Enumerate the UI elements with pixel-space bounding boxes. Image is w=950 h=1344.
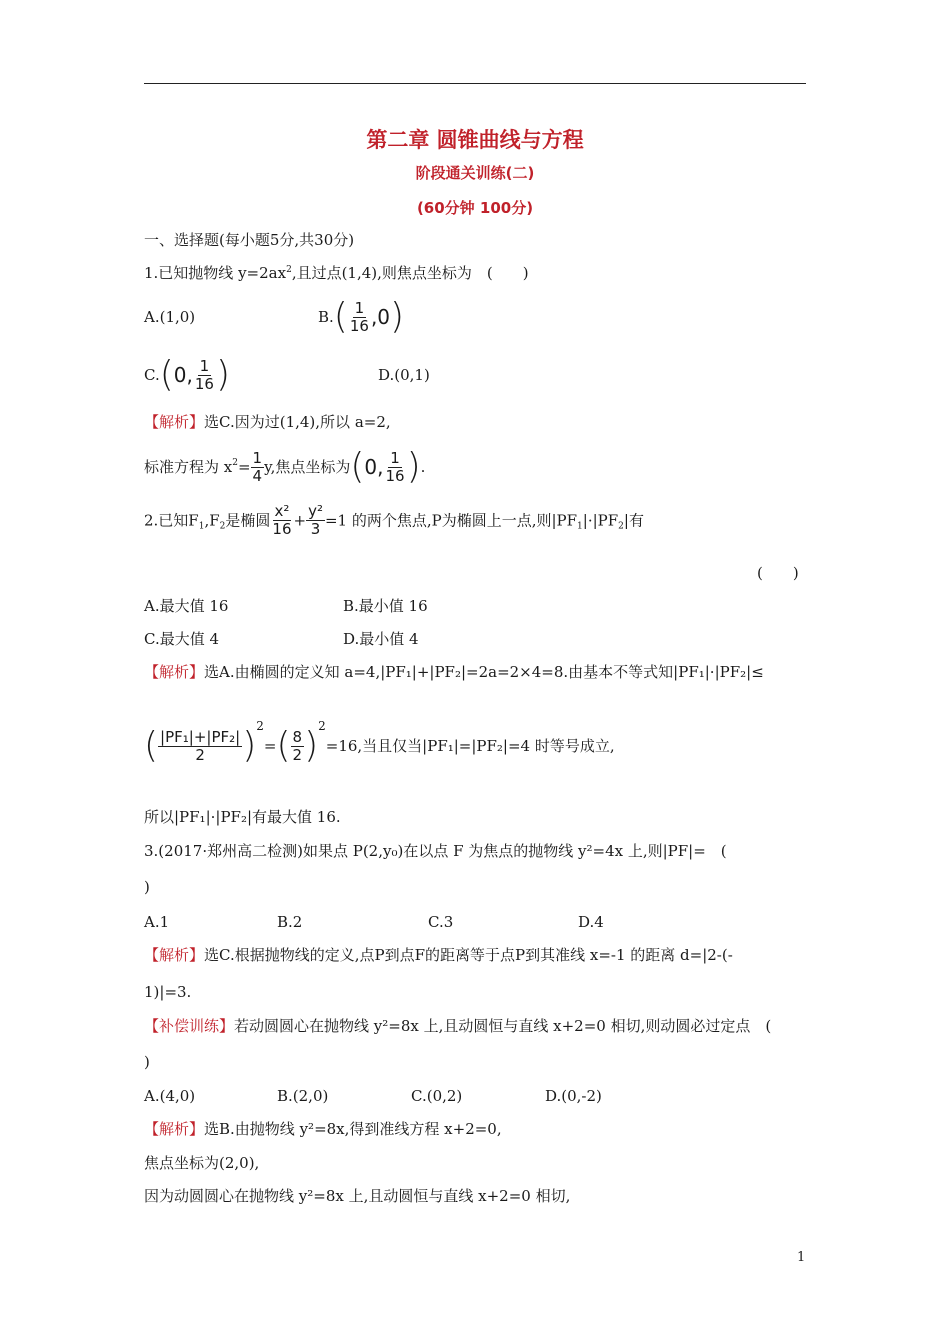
q3-option-d: D.4 [578, 913, 604, 931]
q1-solution-line1: 【解析】选C.因为过(1,4),所以 a=2, [144, 413, 391, 431]
q2-option-d: D.最小值 4 [343, 630, 419, 648]
extra-solution-line2: 焦点坐标为(2,0), [144, 1154, 260, 1172]
fraction-1-16: $\frac{1}{16}$ [385, 448, 405, 485]
time-score-note: (60分钟 100分) [416, 199, 534, 217]
fraction-8-2: $\frac{8}{2}$ [292, 727, 303, 764]
q1-option-d: D.(0,1) [378, 366, 430, 384]
fraction-y2-3: $\frac{\text{y²}}{3}$ [308, 502, 323, 538]
q1-text-pre: 1.已知抛物线 y=2ax [144, 264, 287, 282]
option-b-label: B. [318, 308, 334, 326]
chapter-title: 第二章 圆锥曲线与方程 [366, 128, 584, 152]
left-paren: ( [333, 296, 348, 337]
question-1 [144, 263, 529, 283]
q2-solution-line2: ( $\frac{\text{|PF₁|+|PF₂|}}{2}$ )$^2$=( $\frac{8}{2}$ )$^2$=16,当且仅当|PF₁|=|PF₂|=4 时等号成立, [144, 719, 615, 766]
page-number: 1 [797, 1250, 806, 1265]
extra-practice-line2: ) [144, 1053, 150, 1071]
q3-option-b: B.2 [277, 913, 303, 931]
extra-practice-tag: 【补偿训练】 [144, 1017, 235, 1035]
fraction-pf-sum: $\frac{\text{|PF₁|+|PF₂|}}{2}$ [160, 727, 241, 764]
extra-option-b: B.(2,0) [277, 1087, 329, 1105]
q2-solution-line1: 【解析】选A.由椭圆的定义知 a=4,|PF₁|+|PF₂|=2a=2×4=8.由基本不等式知|PF₁|·|PF₂|≤ [144, 663, 764, 681]
question-2: 2.已知$F_1,F_2$是椭圆 $\frac{\text{x²}}{16}$ + $\frac{\text{y²}}{3}$ =1 的两个焦点,P为椭圆上一点,则$|PF_1|\cdot|PF_2|$有 [144, 502, 644, 538]
q1-solution-line2: 标准方程为 $x^2=$ $\frac{1}{4}$ y,焦点坐标为(0, $\frac{1}{16}$ ). [144, 446, 426, 487]
fraction-1-16: $\frac{1}{16}$ [349, 298, 369, 335]
extra-option-a: A.(4,0) [144, 1087, 196, 1105]
fraction-1-16: $\frac{1}{16}$ [194, 356, 214, 393]
q1-exp: 2 [286, 265, 292, 275]
fraction-x2-16: $\frac{\text{x²}}{16}$ [272, 502, 292, 538]
q1-option-b: B.( $\frac{1}{16}$ ,0) [318, 296, 405, 337]
fraction-1-4: $\frac{1}{4}$ [252, 448, 263, 485]
q2-option-a: A.最大值 16 [144, 597, 229, 615]
header-rule [144, 83, 806, 84]
extra-solution-line3: 因为动圆圆心在抛物线 y²=8x 上,且动圆恒与直线 x+2=0 相切, [144, 1187, 571, 1205]
option-c-label: C. [144, 366, 160, 384]
q3-solution-line1: 【解析】选C.根据抛物线的定义,点P到点F的距离等于点P到其准线 x=-1 的距离 d=|2-(- [144, 946, 733, 964]
q2-option-b: B.最小值 16 [343, 597, 428, 615]
q1-text-post: ,且过点(1,4),则焦点坐标为 ( ) [291, 264, 529, 282]
q1-option-a: A.(1,0) [144, 308, 196, 326]
extra-option-c: C.(0,2) [411, 1087, 463, 1105]
q2-solution-line3: 所以|PF₁|·|PF₂|有最大值 16. [144, 808, 341, 826]
q3-solution-line2: 1)|=3. [144, 983, 192, 1001]
q2-option-c: C.最大值 4 [144, 630, 220, 648]
analysis-tag: 【解析】 [144, 413, 205, 431]
extra-practice-line1: 【补偿训练】若动圆圆心在抛物线 y²=8x 上,且动圆恒与直线 x+2=0 相切,则动圆必过定点 ( [144, 1017, 772, 1035]
q2-answer-paren: ( ) [757, 564, 799, 582]
extra-option-d: D.(0,-2) [545, 1087, 602, 1105]
right-paren: ) [390, 296, 405, 337]
section-subtitle: 阶段通关训练(二) [415, 164, 535, 182]
q3-option-c: C.3 [428, 913, 454, 931]
question-3-line1: 3.(2017·郑州高二检测)如果点 P(2,y₀)在以点 F 为焦点的抛物线 y²=4x 上,则|PF|= ( [144, 842, 727, 860]
extra-solution-line1: 【解析】选B.由抛物线 y²=8x,得到准线方程 x+2=0, [144, 1120, 502, 1138]
q3-option-a: A.1 [144, 913, 170, 931]
q1-option-c: C.(0, $\frac{1}{16}$ ) [144, 354, 230, 395]
question-3-line2: ) [144, 878, 150, 896]
section-heading: 一、选择题(每小题5分,共30分) [144, 231, 355, 249]
